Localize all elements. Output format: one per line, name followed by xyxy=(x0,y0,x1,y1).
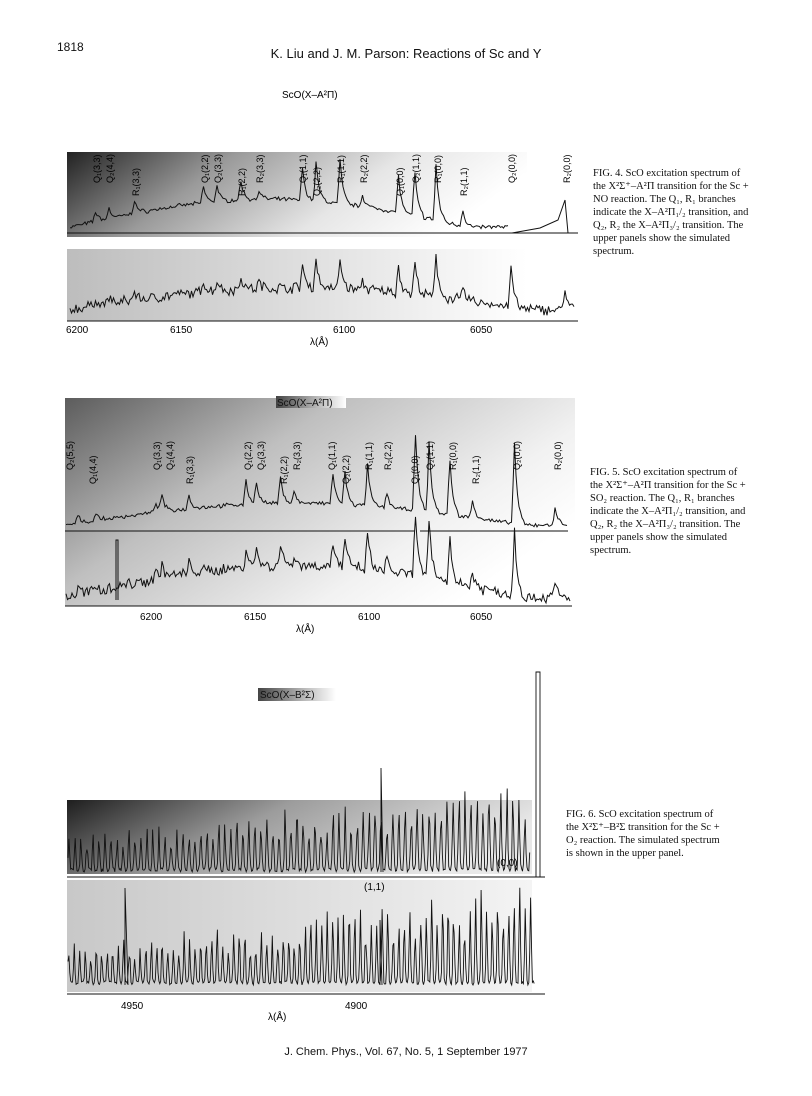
fig4-branch-label: Q₁(1,1) xyxy=(298,154,308,183)
fig4-title: ScO(X–A²Π) xyxy=(282,90,338,101)
fig4-branch-label: Q₁(3,3) xyxy=(92,154,102,183)
fig5-branch-label: Q₁(0,0) xyxy=(410,455,420,484)
fig4-branch-label: Q₂(1,1) xyxy=(411,154,421,183)
fig4-panel xyxy=(66,90,578,348)
fig4-branch-label: R₁(3,3) xyxy=(131,167,141,196)
fig5-tick-label: 6150 xyxy=(244,612,267,623)
journal-footer: J. Chem. Phys., Vol. 67, No. 5, 1 September 1977 xyxy=(284,1046,528,1058)
fig5-branch-label: R₁(0,0) xyxy=(448,441,458,470)
fig5-branch-label: Q₂(2,2) xyxy=(341,455,351,484)
page-number: 1818 xyxy=(57,40,84,54)
fig5-axis-label: λ(Å) xyxy=(296,624,315,635)
fig5-branch-label: R₂(2,2) xyxy=(383,441,393,470)
fig5-tick-labels xyxy=(140,612,493,623)
fig5-branch-label: Q₂(4,4) xyxy=(165,441,175,470)
fig4-tick-label: 6150 xyxy=(170,325,193,336)
fig5-branch-label: R₂(0,0) xyxy=(553,441,563,470)
fig5-tick-label: 6100 xyxy=(358,612,381,623)
fig4-axis-label: λ(Å) xyxy=(310,337,329,348)
fig5-panel xyxy=(65,396,575,635)
fig5-branch-label: Q₁(1,1) xyxy=(327,441,337,470)
fig6-tick-labels xyxy=(121,1001,368,1012)
fig4-branch-label: Q₁(0,0) xyxy=(395,167,405,196)
fig5-branch-label: R₁(3,3) xyxy=(185,455,195,484)
fig4-branch-label: Q₁(2,2) xyxy=(200,154,210,183)
fig6-band-label-lower: (1,1) xyxy=(364,882,385,893)
fig4-tick-label: 6050 xyxy=(470,325,493,336)
fig5-branch-label: R₂(3,3) xyxy=(292,441,302,470)
fig5-tick-label: 6050 xyxy=(470,612,493,623)
fig5-branch-label: R₁(1,1) xyxy=(364,441,374,470)
fig5-branch-label: Q₂(1,1) xyxy=(425,441,435,470)
fig4-branch-label: R₂(1,1) xyxy=(459,167,469,196)
fig5-branch-label: Q₁(2,2) xyxy=(243,441,253,470)
fig5-branch-label: Q₁(4,4) xyxy=(88,455,98,484)
fig5-tick-label: 6200 xyxy=(140,612,163,623)
fig4-branch-label: R₁(2,2) xyxy=(237,167,247,196)
fig6-lower-background xyxy=(67,880,532,992)
running-title: K. Liu and J. M. Parson: Reactions of Sc and Y xyxy=(270,46,542,61)
fig5-title: ScO(X–A²Π) xyxy=(277,398,333,409)
fig5-branch-label: Q₂(0,0) xyxy=(512,441,522,470)
fig6-panel xyxy=(67,672,545,1023)
fig4-branch-label: Q₂(4,4) xyxy=(105,154,115,183)
fig4-branch-label: Q₂(3,3) xyxy=(213,154,223,183)
fig5-branch-label: Q₁(3,3) xyxy=(152,441,162,470)
fig5-branch-label: Q₂(3,3) xyxy=(256,441,266,470)
fig5-branch-label: R₂(1,1) xyxy=(471,455,481,484)
fig4-tick-label: 6200 xyxy=(66,325,89,336)
fig4-branch-label: R₂(0,0) xyxy=(562,154,572,183)
fig4-branch-label: R₁(0,0) xyxy=(433,154,443,183)
fig6-band-label-upper: (0,0) xyxy=(497,858,518,869)
fig5-branch-label: R₁(2,2) xyxy=(279,455,289,484)
fig5-branch-label: Q₂(5,5) xyxy=(65,441,75,470)
fig6-tick-label: 4900 xyxy=(345,1001,368,1012)
fig6-title: ScO(X–B²Σ) xyxy=(260,690,315,701)
fig4-branch-label: R₂(3,3) xyxy=(255,154,265,183)
fig4-branch-label: R₁(1,1) xyxy=(336,154,346,183)
fig4-caption: FIG. 4. ScO excitation spectrum of the X²Σ⁺–A²Π transition for the Sc + NO reaction. The Q₁, R₁ branches indicate the X–A²Π₁/₂ transition, and Q₂, R₂ the X–A²Π₃/₂ transition. The upper panels show the simulated spectrum. xyxy=(593,168,749,257)
fig4-branch-label: Q₂(2,2) xyxy=(312,167,322,196)
fig4-tick-label: 6100 xyxy=(333,325,356,336)
fig4-tick-labels xyxy=(66,325,493,336)
fig6-tick-label: 4950 xyxy=(121,1001,144,1012)
fig4-branch-label: R₂(2,2) xyxy=(359,154,369,183)
fig4-branch-label: Q₂(0,0) xyxy=(507,154,517,183)
fig6-caption: FIG. 6. ScO excitation spectrum of the X²Σ⁺–B²Σ transition for the Sc + O₂ reaction. The simulated spectrum is shown in the upper panel. xyxy=(566,809,720,859)
fig5-caption: FIG. 5. ScO excitation spectrum of the X²Σ⁺–A²Π transition for the Sc + SO₂ reaction. The Q₁, R₁ branches indicate the X–A²Π₁/₂ transition, and Q₂, R₂ the X–A²Π₃/₂ transition. The upper panels show the simulated spectrum. xyxy=(590,467,746,556)
fig6-axis-label: λ(Å) xyxy=(268,1012,287,1023)
